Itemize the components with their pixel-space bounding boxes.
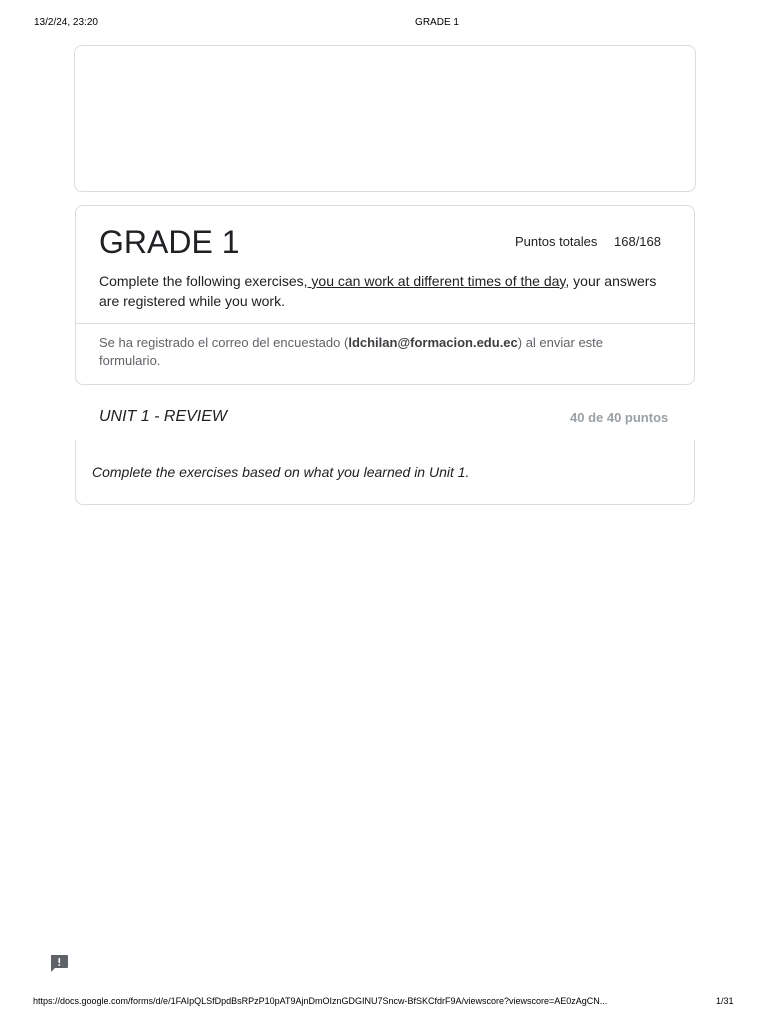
print-footer: [0, 996, 768, 1008]
print-title: GRADE 1: [415, 17, 459, 28]
description-text-end: , your answers are registered while you work.: [99, 273, 657, 309]
print-header: [0, 17, 768, 29]
header-banner: [74, 45, 696, 192]
section-card: [75, 440, 695, 505]
email-notice: [99, 334, 659, 370]
total-points-value: 168/168: [614, 234, 661, 249]
section-title: UNIT 1 - REVIEW: [99, 408, 228, 425]
form-title: GRADE 1: [99, 224, 240, 260]
header-divider: [76, 323, 695, 324]
print-page-number: 1/31: [716, 996, 734, 1006]
print-date: 13/2/24, 23:20: [34, 17, 98, 28]
feedback-icon[interactable]: [49, 954, 69, 973]
description-text: Complete the following exercises,: [99, 273, 308, 289]
section-points: 40 de 40 puntos: [570, 410, 669, 425]
description-underlined-text: you can work at different times of the day: [307, 273, 566, 289]
email-notice-prefix: Se ha registrado el correo del encuestado (: [99, 335, 349, 350]
print-url: https://docs.google.com/forms/d/e/1FAIpQLSfDpdBsRPzP10pAT9AjnDmOIznGDGINU7Sncw-BfSKCfdrF9A/viewscore?viewscore=AE0zAgCN...: [33, 996, 608, 1006]
email-notice-suffix: ) al enviar este formulario.: [99, 335, 604, 368]
form-description: [99, 272, 679, 311]
section-description: Complete the exercises based on what you learned in Unit 1.: [92, 464, 470, 480]
respondent-email: ldchilan@formacion.edu.ec: [348, 335, 518, 350]
form-header-card: [75, 205, 695, 385]
total-points-label: Puntos totales: [515, 234, 598, 249]
